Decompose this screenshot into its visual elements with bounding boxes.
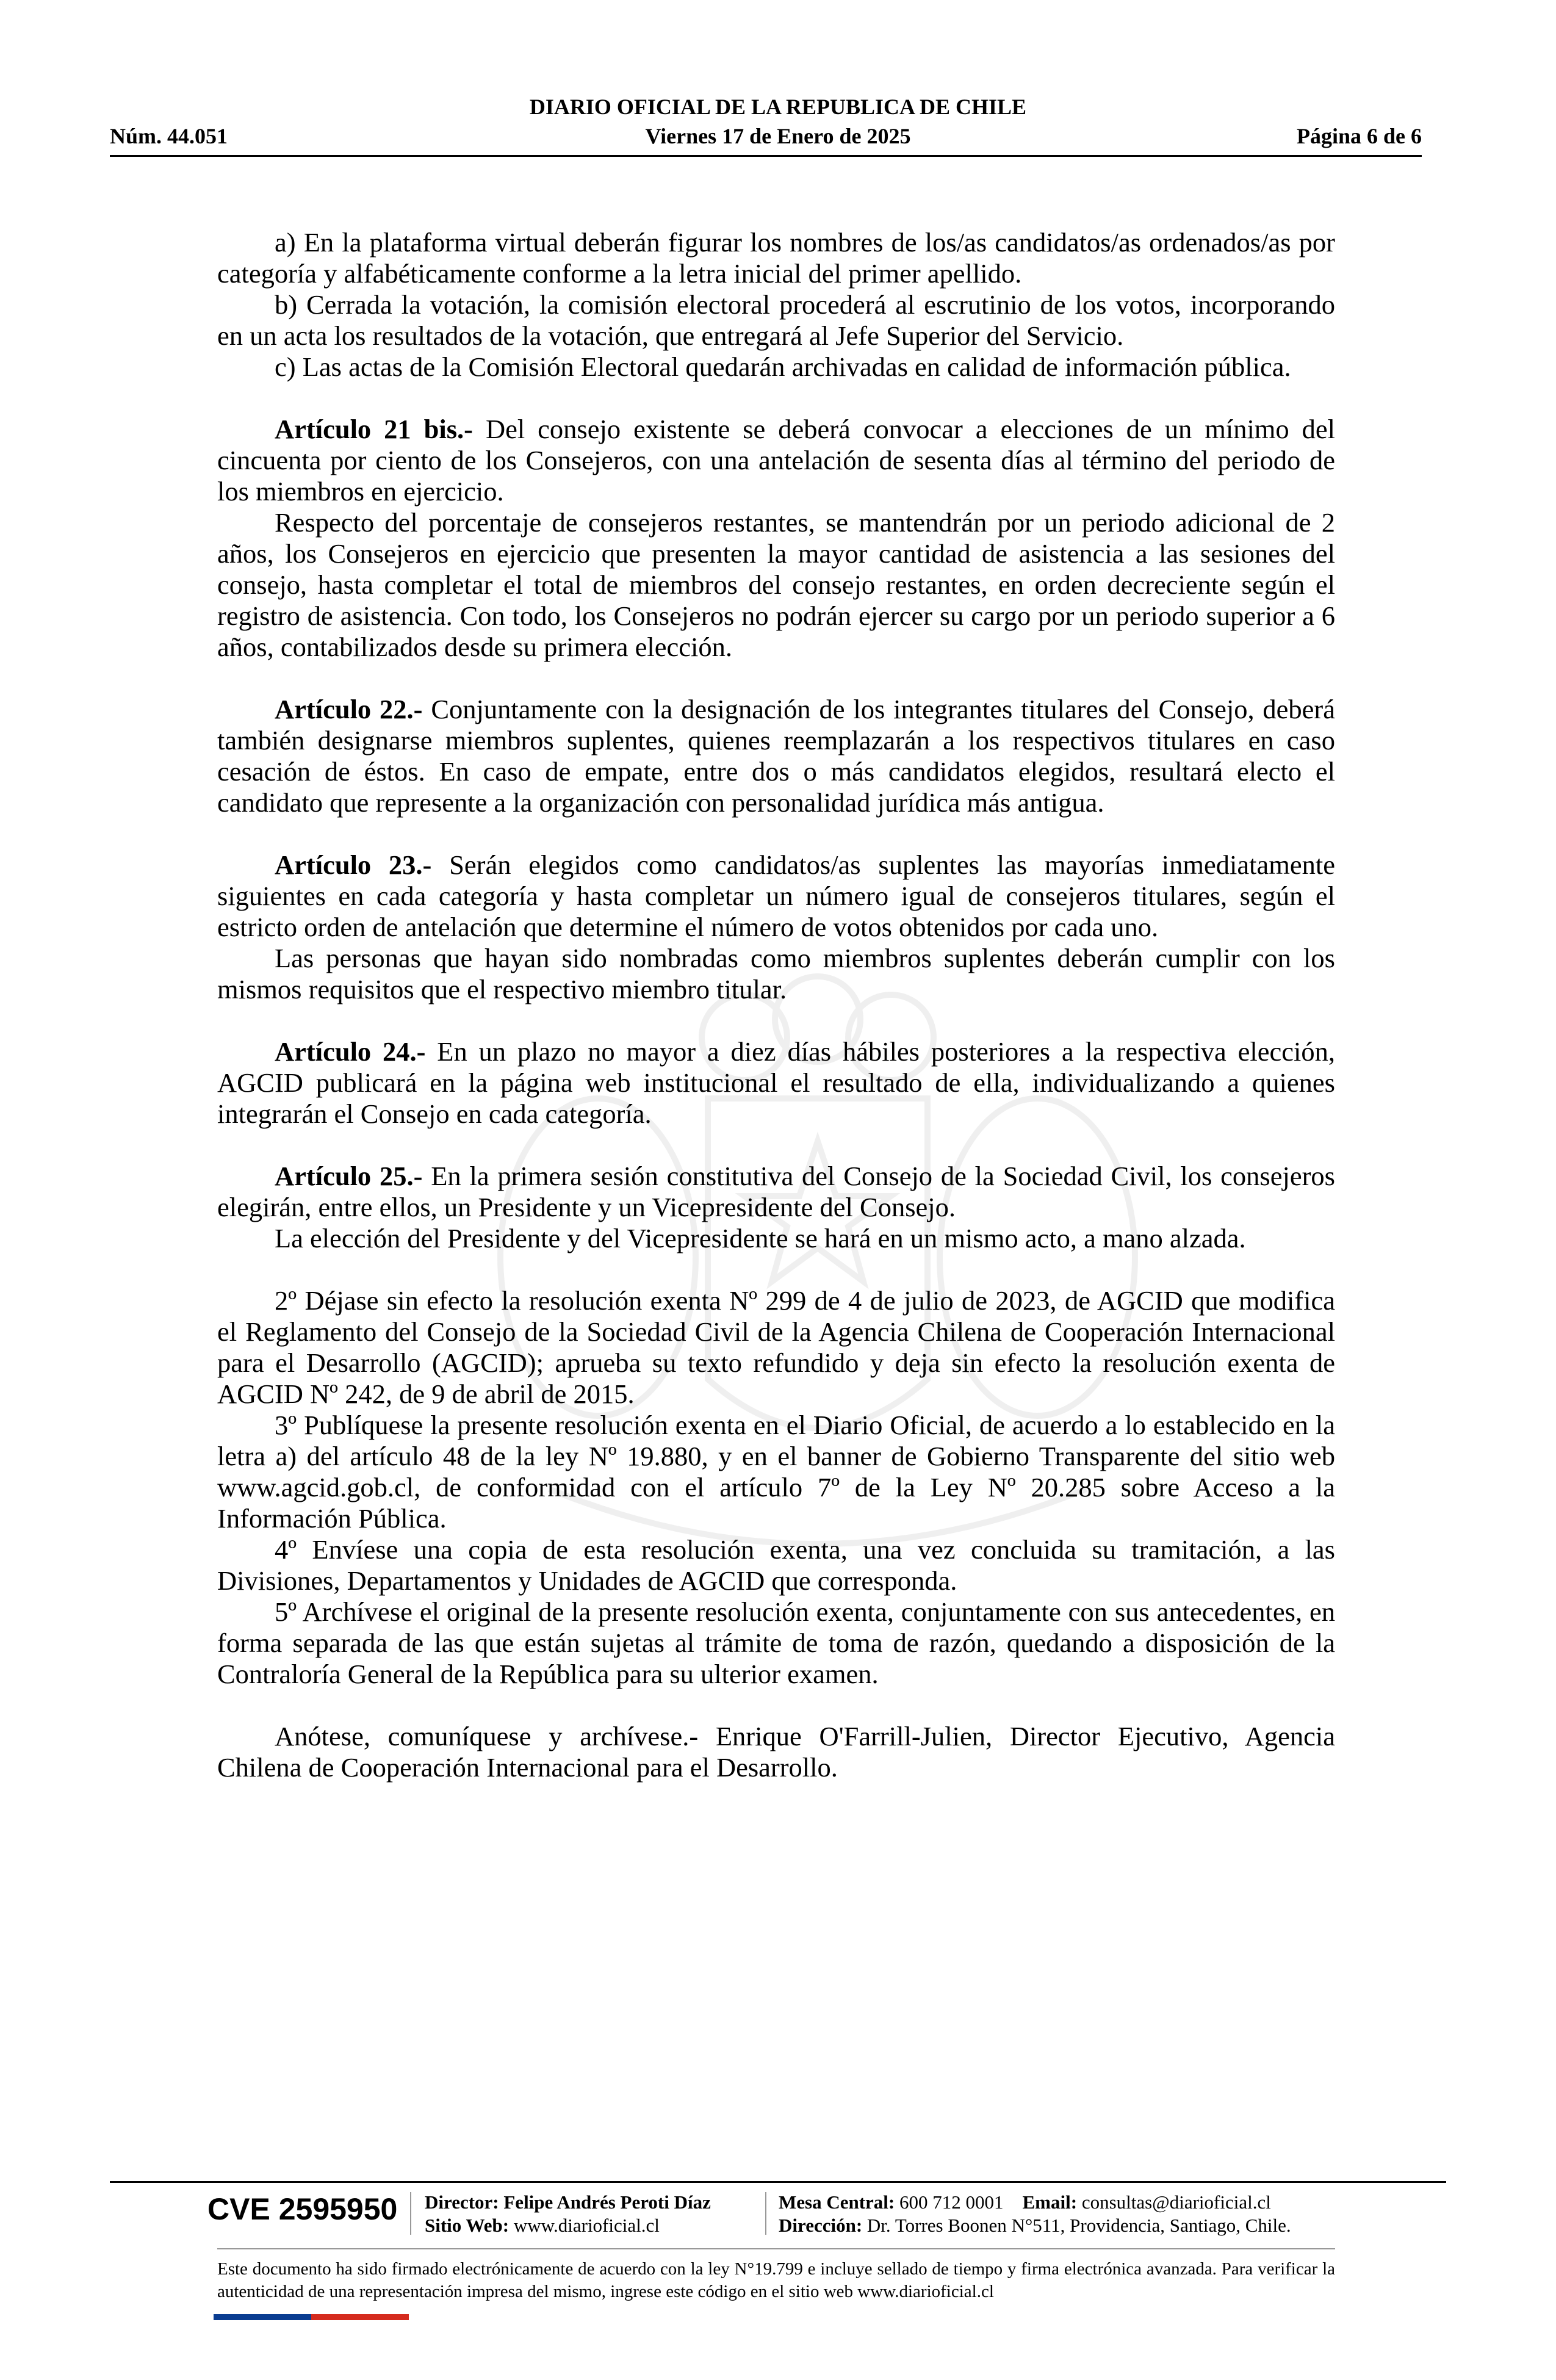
issue-date: Viernes 17 de Enero de 2025 [645, 124, 911, 148]
resolution-point-3: 3º Publíquese la presente resolución exenta en el Diario Oficial, de acuerdo a lo establecido en la letra a) del artículo 48 de la ley Nº 19.880, y en el banner de Gobierno Transparente del sitio web www.agcid.gob.cl, de conformidad con el artículo 7º de la Ley Nº 20.285 sobre Acceso a la Información Pública. [217, 1410, 1335, 1534]
header-divider [110, 155, 1422, 157]
article-25-label: Artículo 25.- [275, 1161, 423, 1191]
flag-blue-segment [214, 2314, 311, 2320]
paragraph-a: a) En la plataforma virtual deberán figurar los nombres de los/as candidatos/as ordenados/as por categoría y alfabéticamente conforme a la letra inicial del primer apellido. [217, 227, 1335, 289]
article-24 [217, 1036, 1335, 1130]
footer-divider [110, 2181, 1446, 2183]
page-number: Página 6 de 6 [1296, 124, 1422, 148]
article-23-label: Artículo 23.- [275, 849, 432, 880]
article-23 [217, 849, 1335, 943]
article-22 [217, 694, 1335, 818]
article-24-label: Artículo 24.- [275, 1036, 426, 1067]
email-link[interactable]: consultas@diarioficial.cl [1081, 2191, 1271, 2213]
footer-contact-block [779, 2191, 1291, 2237]
article-25-text: En la primera sesión constitutiva del Consejo de la Sociedad Civil, los consejeros elegirán, entre ellos, un Presidente y un Vicepresidente del Consejo. [217, 1161, 1335, 1222]
mesa-label: Mesa Central: [779, 2191, 895, 2213]
article-25-paragraph-2: La elección del Presidente y del Vicepresidente se hará en un mismo acto, a mano alzada. [275, 1223, 1246, 1253]
mesa-phone: 600 712 0001 [899, 2191, 1004, 2213]
article-22-text: Conjuntamente con la designación de los integrantes titulares del Consejo, deberá también designarse miembros suplentes, quienes reemplazarán a los respectivos titulares en caso cesación de éstos. En caso de empate, entre dos o más candidatos elegidos, resultará electo el candidato que represente a la organización con personalidad jurídica más antigua. [217, 694, 1335, 818]
footer-separator [410, 2192, 411, 2235]
resolution-point-2: 2º Déjase sin efecto la resolución exenta Nº 299 de 4 de julio de 2023, de AGCID que modifica el Reglamento del Consejo de la Sociedad Civil de la Agencia Chilena de Cooperación Internacional para el Desarrollo (AGCID); aprueba su texto refundido y deja sin efecto la resolución exenta de AGCID Nº 242, de 9 de abril de 2015. [217, 1285, 1335, 1409]
address-value: Dr. Torres Boonen N°511, Providencia, Santiago, Chile. [866, 2215, 1291, 2236]
flag-red-segment [311, 2314, 409, 2320]
cve-code: CVE 2595950 [207, 2192, 398, 2226]
article-23-paragraph-2: Las personas que hayan sido nombradas como miembros suplentes deberán cumplir con los mismos requisitos que el respectivo miembro titular. [217, 943, 1335, 1004]
article-23-text: Serán elegidos como candidatos/as suplentes las mayorías inmediatamente siguientes en cada categoría y hasta completar un número igual de consejeros titulares, según el estricto orden de antelación que determine el número de votos obtenidos por cada uno. [217, 849, 1335, 942]
site-label: Sitio Web: [425, 2215, 510, 2236]
article-21-bis [217, 414, 1335, 507]
article-21-bis-text: Del consejo existente se deberá convocar a elecciones de un mínimo del cincuenta por ciento de los Consejeros, con una antelación de sesenta días al término del periodo de los miembros en ejercicio. [217, 414, 1336, 507]
site-link[interactable]: www.diarioficial.cl [513, 2215, 660, 2236]
closing-signature: Anótese, comuníquese y archívese.- Enrique O'Farrill-Julien, Director Ejecutivo, Agencia Chilena de Cooperación Internacional para el Desarrollo. [217, 1721, 1335, 1783]
article-24-text: En un plazo no mayor a diez días hábiles posteriores a la respectiva elección, AGCID publicará en la página web institucional el resultado de ella, individualizando a quienes integrarán el Consejo en cada categoría. [217, 1036, 1335, 1129]
article-25 [217, 1161, 1335, 1223]
issue-number: Núm. 44.051 [110, 124, 228, 148]
paragraph-c: c) Las actas de la Comisión Electoral quedarán archivadas en calidad de información pública. [275, 352, 1291, 382]
newspaper-title: DIARIO OFICIAL DE LA REPUBLICA DE CHILE [529, 95, 1027, 119]
footer-director-block [425, 2191, 711, 2237]
resolution-point-5: 5º Archívese el original de la presente resolución exenta, conjuntamente con sus antecedentes, en forma separada de las que están sujetas al trámite de toma de razón, quedando a disposición de la Contraloría General de la República para su ulterior examen. [217, 1596, 1335, 1689]
address-label: Dirección: [779, 2215, 863, 2236]
electronic-signature-notice: Este documento ha sido firmado electrónicamente de acuerdo con la ley N°19.799 e incluye sellado de tiempo y firma electrónica avanzada. Para verificar la autenticidad de una representación impresa del mismo, ingrese este código en el sitio web www.diarioficial.cl [217, 2259, 1335, 2301]
director-name: Felipe Andrés Peroti Díaz [503, 2191, 711, 2213]
article-22-label: Artículo 22.- [275, 694, 423, 724]
article-21-bis-label: Artículo 21 bis.- [275, 414, 473, 444]
article-21-bis-paragraph-2: Respecto del porcentaje de consejeros restantes, se mantendrán por un periodo adicional de 2 años, los Consejeros en ejercicio que presenten la mayor cantidad de asistencia a las sesiones del consejo, hasta completar el total de miembros del consejo restantes, en orden decreciente según el registro de asistencia. Con todo, los Consejeros no podrán ejercer su cargo por un periodo superior a 6 años, contabilizados desde su primera elección. [217, 507, 1335, 662]
email-label: Email: [1022, 2191, 1078, 2213]
resolution-point-4: 4º Envíese una copia de esta resolución exenta, una vez concluida su tramitación, a las Divisiones, Departamentos y Unidades de AGCID que corresponda. [217, 1534, 1335, 1596]
footer-separator [765, 2192, 766, 2235]
flag-stripe [214, 2314, 409, 2320]
director-label: Director: [425, 2191, 499, 2213]
footer-inner-divider [217, 2248, 1335, 2249]
paragraph-b: b) Cerrada la votación, la comisión electoral procederá al escrutinio de los votos, incorporando en un acta los resultados de la votación, que entregará al Jefe Superior del Servicio. [217, 289, 1335, 351]
document-body [217, 227, 1335, 1783]
